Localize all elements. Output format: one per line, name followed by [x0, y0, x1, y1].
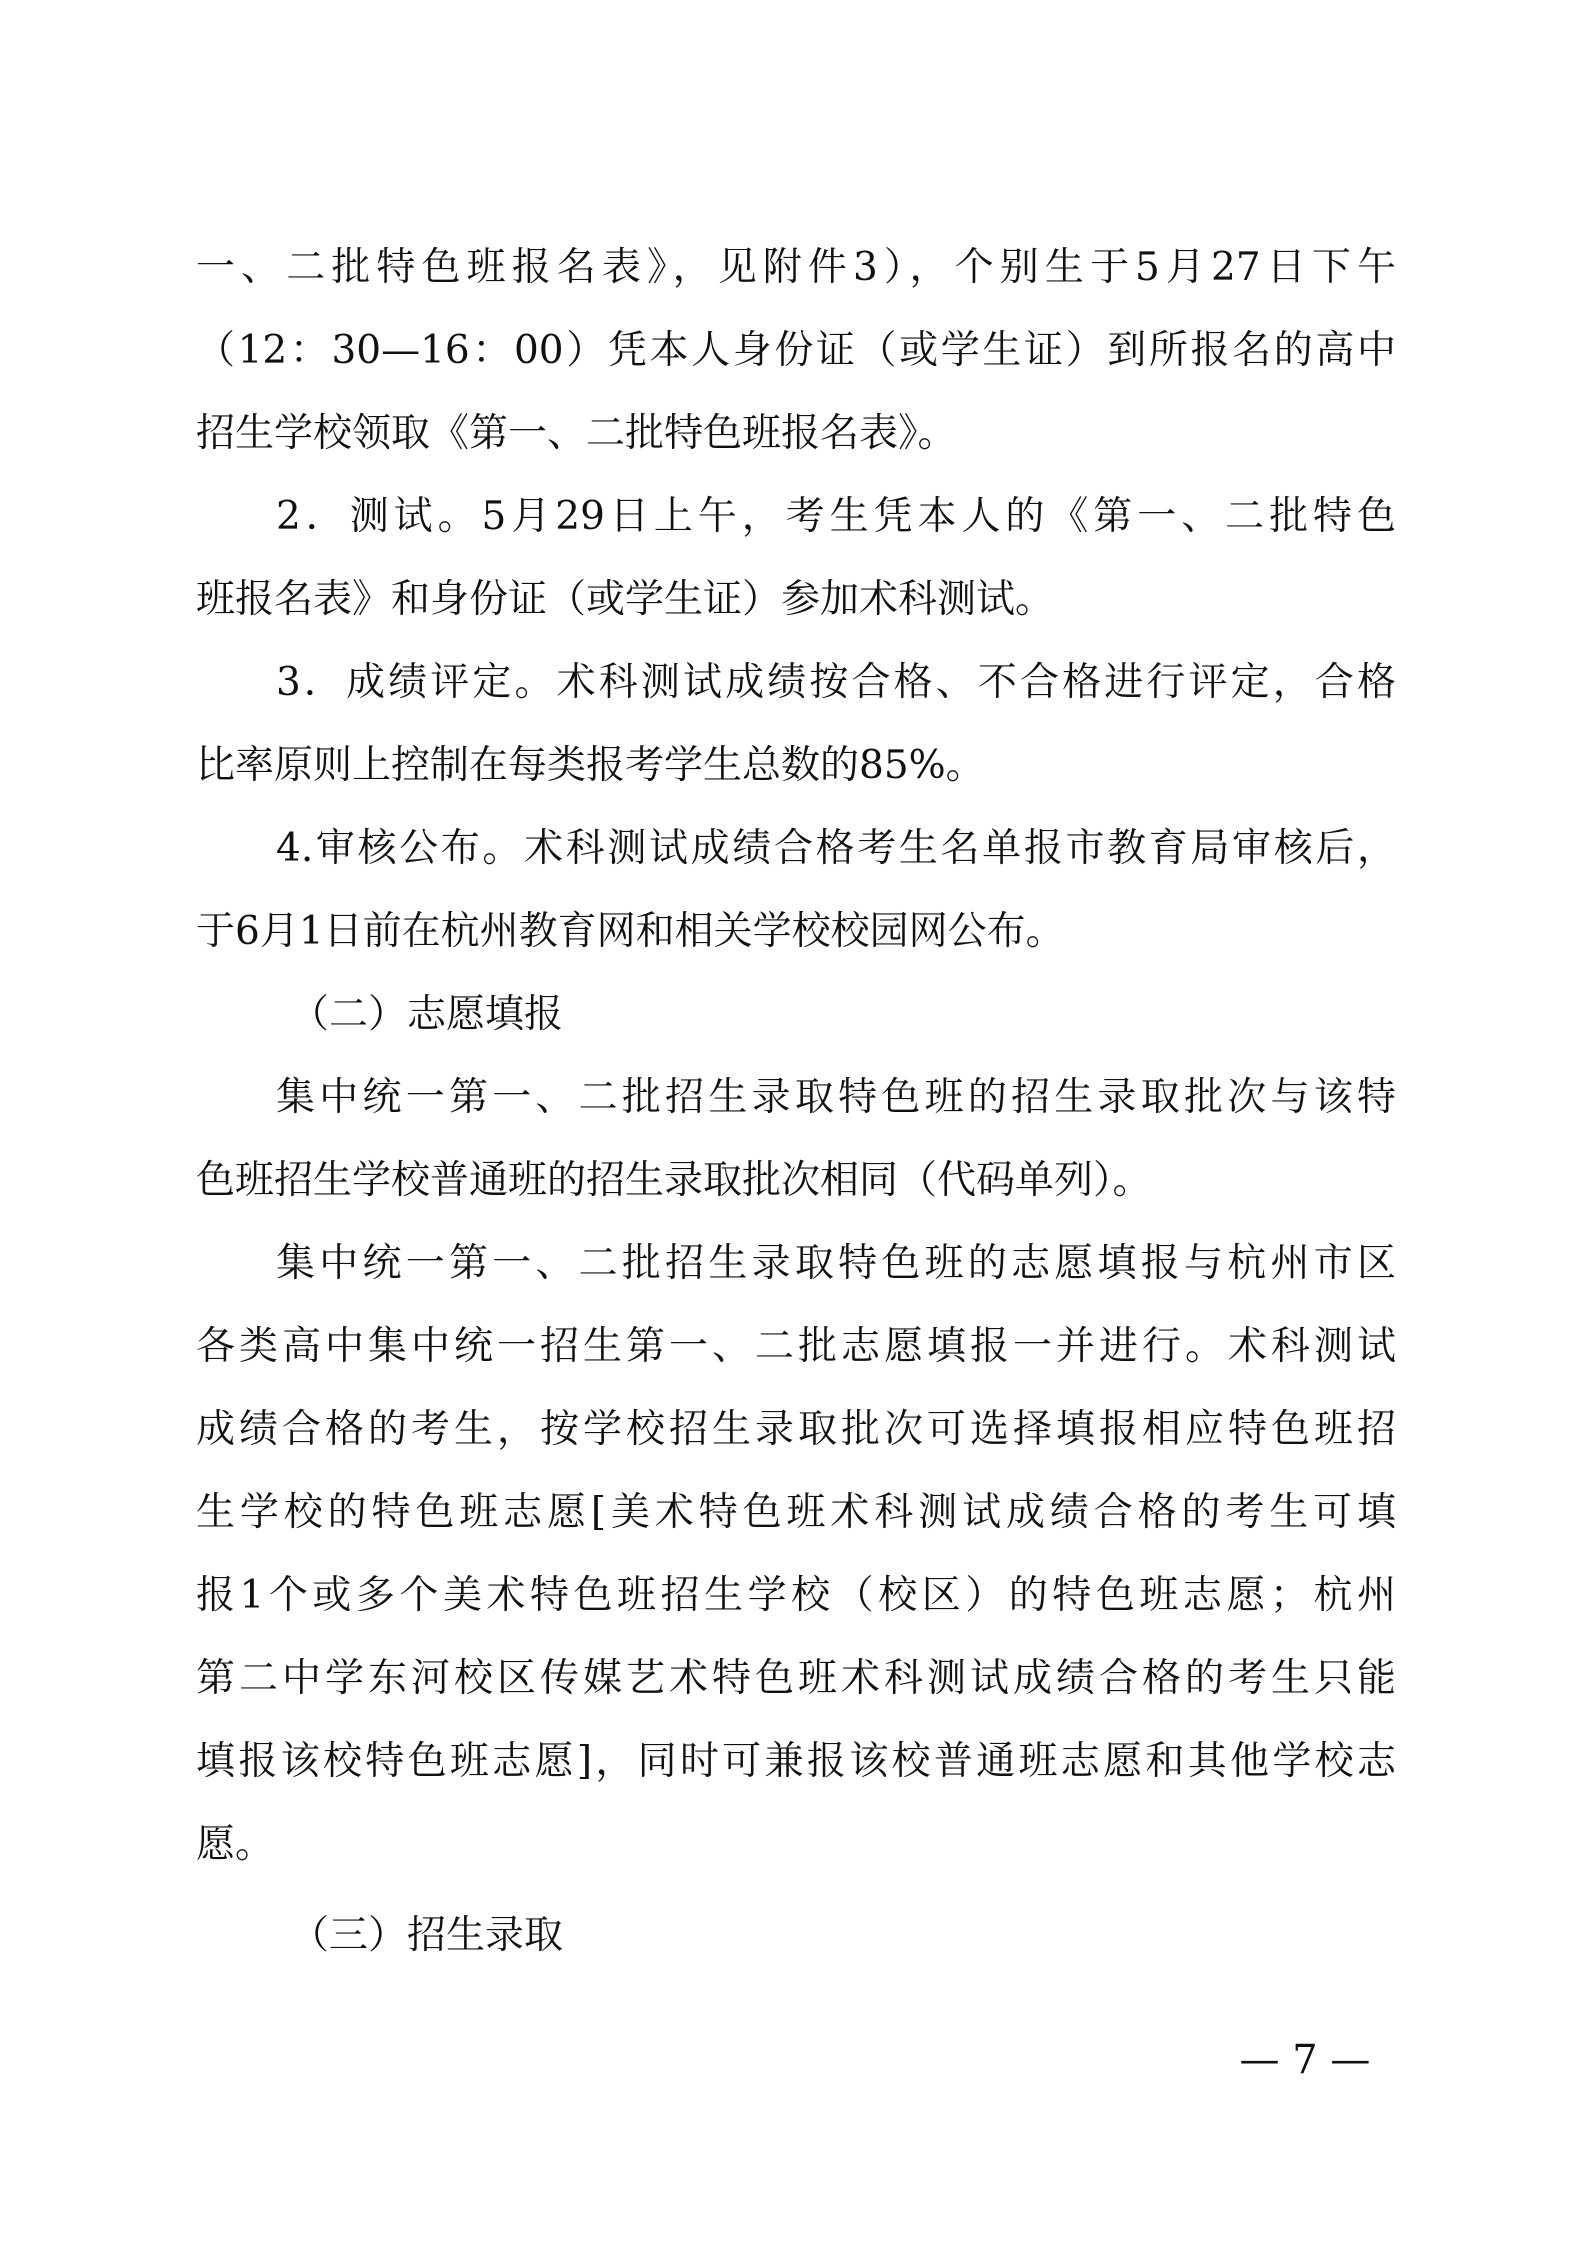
paragraph-line-9: 于6月1日前在杭州教育网和相关学校校园网公布。 [196, 909, 1065, 954]
paragraph-line-13: 集中统一第一、二批招生录取特色班的志愿填报与杭州市区 [276, 1241, 1396, 1286]
paragraph-line-17: 报1个或多个美术特色班招生学校（校区）的特色班志愿；杭州 [196, 1573, 1396, 1618]
paragraph-line-2: （12：30—16：00）凭本人身份证（或学生证）到所报名的高中 [196, 328, 1396, 373]
paragraph-line-14: 各类高中集中统一招生第一、二批志愿填报一并进行。术科测试 [196, 1324, 1396, 1369]
paragraph-line-1: 一、二批特色班报名表》，见附件3），个别生于5月27日下午 [196, 245, 1396, 290]
paragraph-line-15: 成绩合格的考生，按学校招生录取批次可选择填报相应特色班招 [196, 1407, 1396, 1452]
paragraph-line-4: 2．测试。5月29日上午，考生凭本人的《第一、二批特色 [276, 494, 1396, 539]
paragraph-line-12: 色班招生学校普通班的招生录取批次相同（代码单列）。 [196, 1158, 1152, 1203]
section-heading-3: （三）招生录取 [290, 1913, 564, 1958]
paragraph-line-3: 招生学校领取《第一、二批特色班报名表》。 [196, 411, 957, 456]
paragraph-line-18: 第二中学东河校区传媒艺术特色班术科测试成绩合格的考生只能 [196, 1656, 1396, 1701]
paragraph-line-7: 比率原则上控制在每类报考学生总数的85%。 [196, 743, 985, 788]
section-heading-2: （二）志愿填报 [290, 992, 564, 1037]
paragraph-line-16: 生学校的特色班志愿[美术特色班术科测试成绩合格的考生可填 [196, 1490, 1396, 1535]
paragraph-line-19: 填报该校特色班志愿]，同时可兼报该校普通班志愿和其他学校志 [196, 1739, 1396, 1784]
page-number: — 7 — [1239, 2037, 1371, 2083]
paragraph-line-11: 集中统一第一、二批招生录取特色班的招生录取批次与该特 [276, 1075, 1396, 1120]
paragraph-line-8: 4.审核公布。术科测试成绩合格考生名单报市教育局审核后， [276, 826, 1396, 871]
paragraph-line-6: 3．成绩评定。术科测试成绩按合格、不合格进行评定，合格 [276, 660, 1396, 705]
paragraph-line-5: 班报名表》和身份证（或学生证）参加术科测试。 [196, 577, 1055, 622]
paragraph-line-20: 愿。 [196, 1822, 275, 1867]
